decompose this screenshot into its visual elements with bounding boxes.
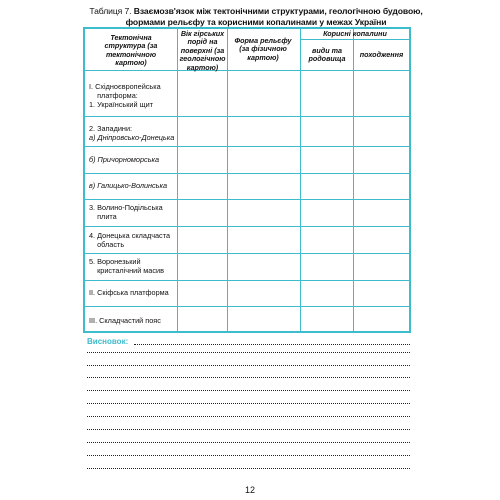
row-label-donetsk [89,231,175,249]
column-divider [353,29,354,331]
row-label-line: плита [89,212,117,222]
row-label-line: а) Дніпровсько-Донецька [89,133,175,143]
caption-title: Взаємозв'язок між тектонічними структурами, геологічною будовою, формами рельєфу та корисними копалинами у межах України [125,6,423,27]
row-divider [85,226,409,227]
row-label-ukrainian-shield [89,82,175,110]
header-mineral-types: види та родовища [308,46,346,64]
row-label-depressions [89,124,175,142]
column-divider [177,29,178,331]
row-divider [85,146,409,147]
row-label-line: I. Східноєвропейська [89,82,161,91]
row-divider [85,173,409,174]
row-label-prychornomorska: б) Причорноморська [89,155,160,164]
writing-line[interactable] [87,416,410,417]
row-divider [85,306,409,307]
header-rock-age: Вік гірських порід на поверхні (за геологічною картою) [179,29,226,72]
row-label-line: 4. Донецька складчаста [89,231,171,240]
row-label-line: платформа: [89,91,138,101]
row-label-voronezh [89,257,175,275]
row-divider [85,280,409,281]
row-label-volyno-podilska [89,203,175,221]
table-caption [86,6,426,28]
header-divider [85,70,409,71]
tectonic-table [83,27,411,333]
page-number: 12 [244,485,255,495]
row-label-line: 1. Український щит [89,100,154,110]
row-label-halytsko-volynska: в) Галицько-Волинська [89,181,168,190]
column-divider [300,29,301,331]
writing-line[interactable] [87,442,410,443]
row-label-fold-belt: III. Складчастий пояс [89,316,161,325]
minerals-subheader-divider [300,39,409,40]
row-label-line: кристалічний масив [89,266,164,276]
caption-label: Таблиця 7. [89,6,132,16]
writing-line[interactable] [87,429,410,430]
row-divider [85,253,409,254]
row-label-line: 5. Воронезький [89,257,141,266]
writing-line[interactable] [87,390,410,391]
row-label-scythian: II. Скіфська платформа [89,288,169,297]
writing-line[interactable] [87,377,410,378]
row-label-line: 2. Западини: [89,124,133,133]
writing-line[interactable] [87,352,410,353]
writing-line-first[interactable] [134,344,410,345]
header-relief-form: Форма рельєфу (за фізичною картою) [234,36,292,62]
row-divider [85,116,409,117]
writing-line[interactable] [87,455,410,456]
header-mineral-origin: походження [359,50,404,59]
writing-line[interactable] [87,365,410,366]
row-divider [85,199,409,200]
column-divider [227,29,228,331]
conclusion-label: Висновок: [87,337,129,346]
row-label-line: 3. Волино-Подільська [89,203,163,212]
writing-line[interactable] [87,403,410,404]
header-structure: Тектонічна структура (за тектонічною картою) [104,33,158,68]
row-label-line: область [89,240,125,250]
writing-line[interactable] [87,468,410,469]
header-minerals: Корисні копалини [323,29,387,38]
